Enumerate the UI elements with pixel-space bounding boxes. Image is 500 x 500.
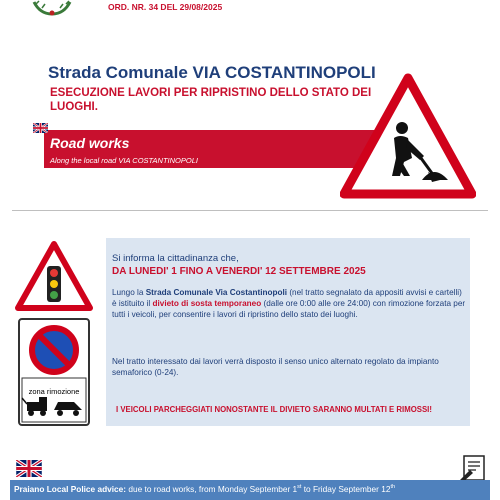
p1-street-name: Strada Comunale Via Costantinopoli	[145, 288, 288, 297]
notice-document-icon	[458, 454, 488, 482]
footer-text-a: due to road works, from Monday September 1	[126, 484, 298, 494]
notice-intro: Si informa la cittadinanza che,	[112, 253, 239, 264]
footer-sup-1: st	[297, 484, 302, 491]
footer-text-b: to Friday September 12	[301, 484, 391, 494]
traffic-light-warning-icon	[14, 240, 94, 312]
no-parking-icon	[18, 318, 90, 426]
section-divider	[12, 210, 488, 211]
footer-label: Praiano Local Police advice:	[14, 484, 127, 494]
tow-zone-label: zona rimozione	[28, 387, 80, 396]
uk-flag-icon	[16, 460, 42, 477]
banner-title: Road works	[50, 135, 130, 151]
footer-sup-2: th	[390, 484, 396, 491]
uk-flag-icon	[33, 123, 48, 133]
p1-text-c: (dalle ore 0:00 alle ore 24:00) con rimozione forzata per tutti i veicoli, per consentire i lavori di ripristino dello stato dei luoghi.	[112, 299, 466, 320]
banner-subtitle: Along the local road VIA COSTANTINOPOLI	[50, 156, 198, 165]
p1-parking-ban: divieto di sosta temporaneo	[152, 299, 262, 309]
works-subtitle: ESECUZIONE LAVORI PER RIPRISTINO DELLO STATO DEI LUOGHI.	[50, 87, 372, 113]
notice-paragraph-2: Nel tratto interessato dai lavori verrà disposto il senso unico alternato regolato da impianto semaforico (0-24).	[112, 357, 439, 378]
p1-text-b: (nel tratto segnalato da appositi avvisi e cartelli) è istituito il	[112, 288, 462, 309]
notice-warning: I VEICOLI PARCHEGGIATI NONOSTANTE IL DIVIETO SARANNO MULTATI E RIMOSSI!	[116, 405, 432, 414]
order-number: ORD. NR. 34 DEL 29/08/2025	[108, 2, 223, 12]
footer-advice	[14, 484, 395, 494]
street-title: Strada Comunale VIA COSTANTINOPOLI	[48, 63, 376, 82]
no-parking-sign	[18, 318, 90, 426]
notice-dates: DA LUNEDI' 1 FINO A VENERDI' 12 SETTEMBRE 2025	[112, 266, 366, 277]
notice-paragraph-1	[112, 287, 468, 321]
coat-of-arms-icon	[30, 0, 74, 16]
p1-text-a: Lungo la	[112, 288, 146, 297]
roadworks-warning-icon	[340, 72, 476, 200]
